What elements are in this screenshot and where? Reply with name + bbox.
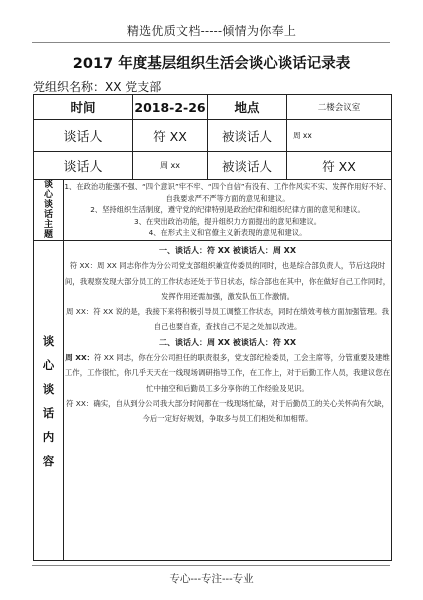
page-header-text: 精选优质文档-----倾情为你奉上 [126,24,297,38]
time-place-row [34,95,392,120]
talker-label-2: 谈话人 [34,152,133,180]
talkee-value-1: 周 xx [287,120,392,152]
talker-row-2 [34,152,392,180]
section-2-lead: 周 XX： [65,353,95,363]
content-row [34,241,392,561]
section-1-heading: 一、谈话人：符 XX 被谈话人：周 XX [158,246,297,255]
content-body [64,241,392,561]
topic-item: 3、在突出政治功能，提升组织力方面提出的意见和建议。 [133,216,322,226]
talker-value-2: 周 xx [133,152,208,180]
topics-label-char: 心 [43,190,53,200]
talkee-label-1: 被谈话人 [208,120,287,152]
header-divider [32,42,390,43]
topics-label-cell [34,180,64,241]
talkee-label-2: 被谈话人 [208,152,287,180]
place-value: 二楼会议室 [287,95,392,120]
content-label-char: 心 [42,357,55,372]
topics-list [64,180,392,241]
content-label-char: 谈 [42,381,55,396]
topics-label-char: 谈 [43,200,53,210]
org-name-line [33,78,161,95]
section-2-paragraph-text: 符 XX 同志，你在分公司担任的职责很多，党支部纪检委员，工会主席等，分管重要及建维工作，工作很忙，你几乎天天在一线现场调研指导工作，在工作上，对于后勤工作人员，我建议您在忙中抽空和后勤员工多分享你的工作经验及见识。 [64,353,391,393]
place-label: 地点 [208,95,287,120]
time-label: 时间 [34,95,133,120]
section-1-paragraph: 周 XX：符 XX 说的是，我接下来将积极引导员工调整工作状态，同时在绩效考核方面加强管理。我自己也要自查，查找自己不足之处加以改进。 [66,307,389,332]
topics-label-char: 话 [43,210,53,220]
org-name-value: XX 党支部 [105,80,162,94]
content-label-char: 话 [42,405,55,420]
talker-value-1: 符 XX [133,120,208,152]
talker-label-1: 谈话人 [34,120,133,152]
topic-item: 4、在形式主义和官僚主义新表现的意见和建议。 [148,228,307,238]
section-2-paragraph: 符 XX：确实，自从到分公司我大部分时间都在一线现场忙碌，对于后勤员工的关心关怀尚有欠缺，今后一定好好规划，争取多与员工们相处和加相帮。 [66,398,389,424]
section-1-paragraph: 符 XX：周 XX 同志你作为分公司党支部组织兼宣传委员的同时，也是综合部负责人，节后这段时间，我观察发现大部分员工的工作状态还处于节日状态，综合部也在其中，你在做好自己工作同时，发挥作用还需加强，激发队伍工作激情。 [64,261,391,301]
page-footer-text: 专心---专注---专业 [169,573,254,585]
date-value: 2018-2-26 [133,95,208,120]
topic-item: 1、在政治功能强不强、“四个意识”牢不牢、“四个自信”有没有、工作作风实不实、发挥作用好不好、自我要求严不严等方面的意见和建议。 [64,182,391,203]
record-table [33,94,392,561]
document-title: 2017 年度基层组织生活会谈心谈话记录表 [72,56,351,72]
talkee-value-2: 符 XX [287,152,392,180]
topics-label [34,180,63,240]
topic-item: 2、坚持组织生活制度，遵守党的纪律特别是政治纪律和组织纪律方面的意见和建议。 [90,205,365,215]
topics-label-char: 题 [43,230,53,240]
section-2-paragraph [64,350,391,396]
topics-label-char: 主 [43,220,53,230]
topics-row [34,180,392,241]
content-label-cell [34,241,64,561]
content-label-char: 容 [42,453,55,468]
footer-divider [32,565,390,566]
topics-label-char: 谈 [43,180,53,190]
section-2-heading: 二、谈话人：周 XX 被谈话人：符 XX [158,337,297,347]
content-label [34,329,63,473]
talker-row-1 [34,120,392,152]
org-name-label: 党组织名称： [33,80,106,94]
content-label-char: 内 [42,429,55,444]
content-label-char: 谈 [42,333,55,348]
